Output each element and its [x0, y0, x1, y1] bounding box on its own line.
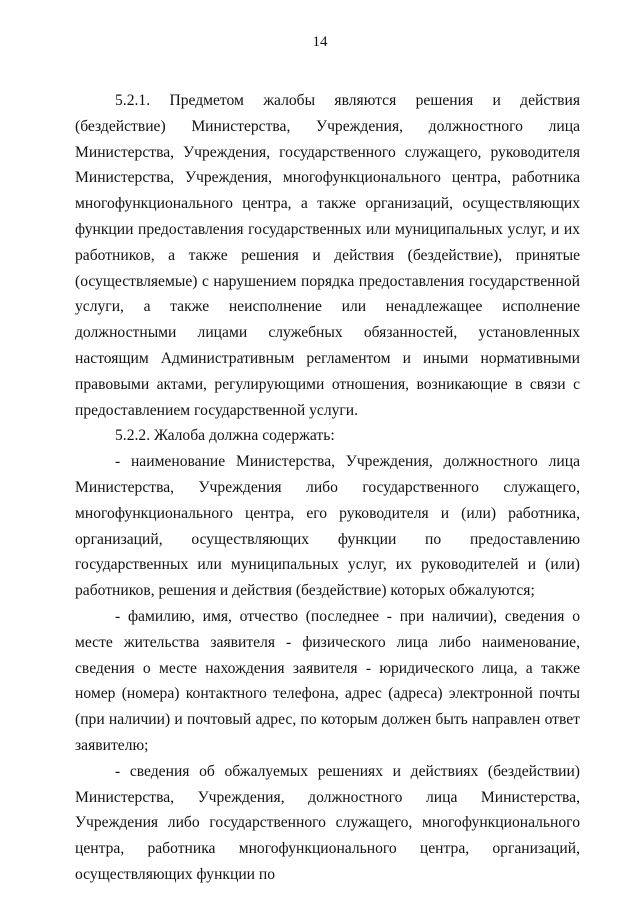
list-item-decisions: - сведения об обжалуемых решениях и действиях (бездействии) Министерства, Учреждения, должностного лица Министерства, Учреждения либо государственного служащего, многофункционального центра, работника многофункционального центра, организаций, осуществляющих функции по [75, 762, 580, 883]
list-item-name: - наименование Министерства, Учреждения, должностного лица Министерства, Учреждения либо государственного служащего, многофункционального центра, его руководителя и (или) работника, организаций, осуществляющих функции по предоставлению государственных или муниципальных услуг, их руководителей и (или) работников, решения и действия (бездействие) которых обжалуются; [75, 453, 580, 600]
paragraph-5-2-1: 5.2.1. Предметом жалобы являются решения и действия (бездействие) Министерства, Учреждения, должностного лица Министерства, Учреждения, государственного служащего, руководителя Министерства, Учреждения, многофункционального центра, работника многофункционального центра, а также организаций, осуществляющих функции предоставления государственных или муниципальных услуг, и их работников, а также решения и действия (бездействие), принятые (осуществляемые) с нарушением порядка предоставления государственной услуги, а также неисполнение или ненадлежащее исполнение должностными лицами служебных обязанностей, установленных настоящим Административным регламентом и иными нормативными правовыми актами, регулирующими отношения, возникающие в связи с предоставлением государственной услуги. [75, 92, 580, 419]
document-body [75, 88, 580, 888]
page-number: 14 [312, 34, 328, 50]
paragraph-5-2-2: 5.2.2. Жалоба должна содержать: [115, 427, 335, 445]
list-item-applicant: - фамилию, имя, отчество (последнее - при наличии), сведения о месте жительства заявителя - физического лица либо наименование, сведения о месте нахождения заявителя - юридического лица, а также номер (номера) контактного телефона, адрес (адреса) электронной почты (при наличии) и почтовый адрес, по которым должен быть направлен ответ заявителю; [75, 607, 580, 754]
